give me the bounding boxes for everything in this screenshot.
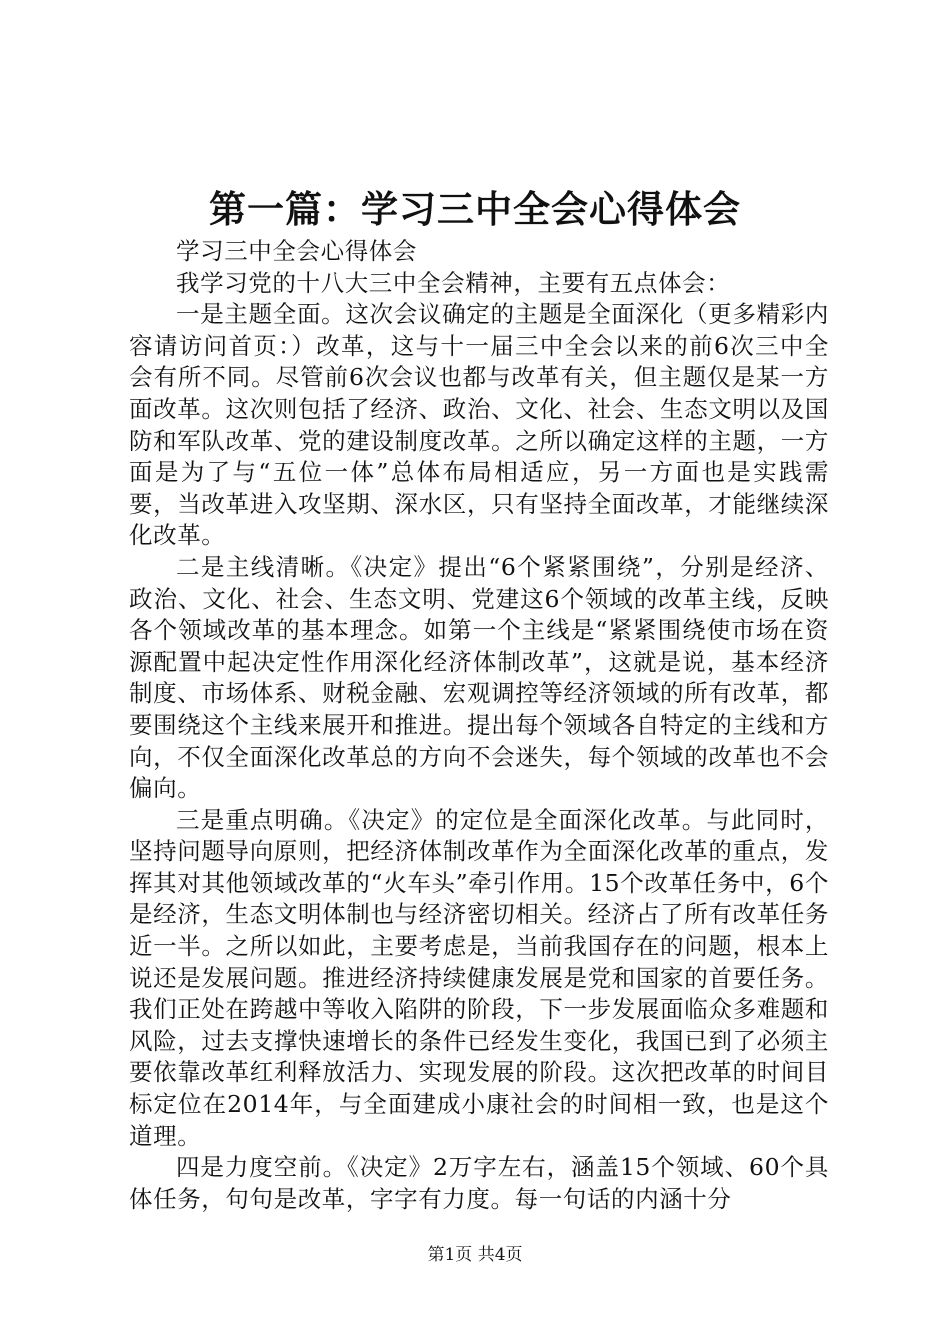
paragraph-point-2: 二是主线清晰。《决定》提出“6个紧紧围绕”，分别是经济、政治、文化、社会、生态文明、党建这6个领域的改革主线，反映各个领域改革的基本理念。如第一个主线是“紧紧围绕使市场在资源配置中起决定性作用深化经济体制改革”，这就是说，基本经济制度、市场体系、财税金融、宏观调控等经济领域的所有改革，都要围绕这个主线来展开和推进。提出每个领域各自特定的主线和方向，不仅全面深化改革总的方向不会迷失，每个领域的改革也不会偏向。 <box>129 552 829 803</box>
paragraph-subtitle: 学习三中全会心得体会 <box>176 237 417 265</box>
document-body <box>129 236 829 1215</box>
paragraph-point-4: 四是力度空前。《决定》2万字左右，涵盖15个领域、60个具体任务，句句是改革，字字有力度。每一句话的内涵十分 <box>129 1153 829 1213</box>
paragraph-intro: 我学习党的十八大三中全会精神，主要有五点体会： <box>176 268 731 297</box>
paragraph-point-3: 三是重点明确。《决定》的定位是全面深化改革。与此同时，坚持问题导向原则，把经济体制改革作为全面深化改革的重点，发挥其对其他领域改革的“火车头”牵引作用。15个改革任务中，6个是经济，生态文明体制也与经济密切相关。经济占了所有改革任务近一半。之所以如此，主要考虑是，当前我国存在的问题，根本上说还是发展问题。推进经济持续健康发展是党和国家的首要任务。我们正处在跨越中等收入陷阱的阶段，下一步发展面临众多难题和风险，过去支撑快速增长的条件已经发生变化，我国已到了必须主要依靠改革红利释放活力、实现发展的阶段。这次把改革的时间目标定位在2014年，与全面建成小康社会的时间相一致，也是这个道理。 <box>129 805 829 1150</box>
document-title: 第一篇：学习三中全会心得体会 <box>209 187 741 231</box>
paragraph-point-1: 一是主题全面。这次会议确定的主题是全面深化（更多精彩内容请访问首页：）改革，这与十一届三中全会以来的前6次三中全会有所不同。尽管前6次会议也都与改革有关，但主题仅是某一方面改革。这次则包括了经济、政治、文化、社会、生态文明以及国防和军队改革、党的建设制度改革。之所以确定这样的主题，一方面是为了与“五位一体”总体布局相适应，另一方面也是实践需要，当改革进入攻坚期、深水区，只有坚持全面改革，才能继续深化改革。 <box>129 300 829 550</box>
page-footer: 第1页 共4页 <box>427 1245 523 1265</box>
